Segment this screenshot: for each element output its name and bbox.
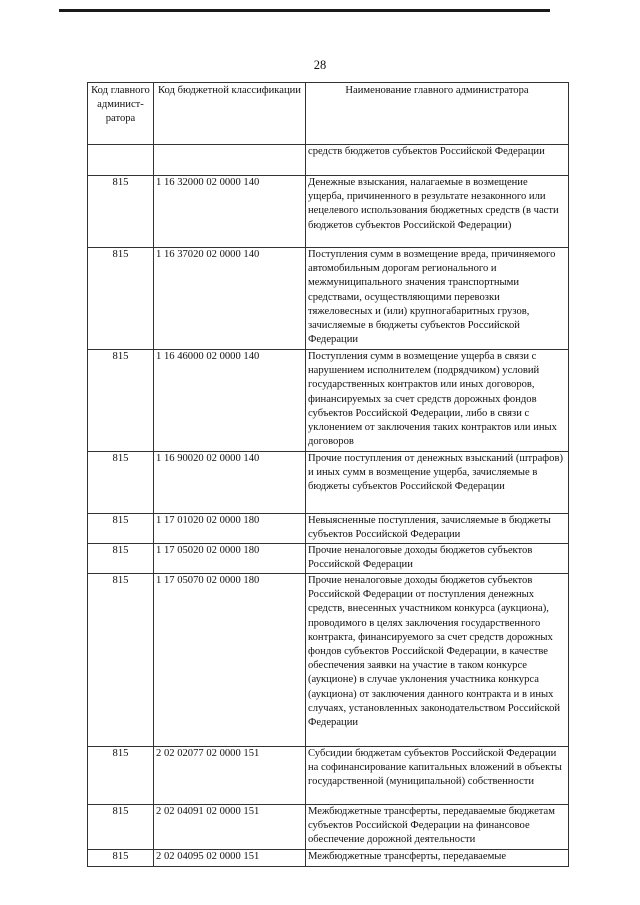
header-admin-name: Наименование главного администратора <box>306 83 569 145</box>
budget-code-cell: 2 02 02077 02 0000 151 <box>154 747 306 805</box>
admin-code-cell: 815 <box>88 574 154 747</box>
admin-code-cell: 815 <box>88 350 154 452</box>
admin-code-cell: 815 <box>88 544 154 574</box>
admin-name-cell: Межбюджетные трансферты, передаваемые бюджетам субъектов Российской Федерации на финансовое обеспечение дорожной деятельности <box>306 805 569 850</box>
budget-code-cell: 2 02 04091 02 0000 151 <box>154 805 306 850</box>
table-body <box>88 145 569 867</box>
admin-name-cell: Прочие неналоговые доходы бюджетов субъектов Российской Федерации <box>306 544 569 574</box>
budget-code-cell: 2 02 04095 02 0000 151 <box>154 850 306 867</box>
admin-code-cell: 815 <box>88 452 154 514</box>
admin-name-cell: Поступления сумм в возмещение ущерба в связи с нарушением исполнителем (подрядчиком) условий государственных контрактов или иных договоров, финансируемых за счет средств дорожных фондов субъектов Российской Федерации, либо в связи с уклонением от заключения таких контрактов или иных договоров <box>306 350 569 452</box>
admin-code-cell: 815 <box>88 805 154 850</box>
admin-code-cell: 815 <box>88 747 154 805</box>
admin-code-cell: 815 <box>88 514 154 544</box>
admin-name-cell: Невыясненные поступления, зачисляемые в бюджеты субъектов Российской Федерации <box>306 514 569 544</box>
budget-code-cell: 1 16 32000 02 0000 140 <box>154 176 306 248</box>
budget-code-cell: 1 16 46000 02 0000 140 <box>154 350 306 452</box>
header-admin-code: Код главного админист-ратора <box>88 83 154 145</box>
admin-name-cell: Прочие неналоговые доходы бюджетов субъектов Российской Федерации от поступления денежных средств, внесенных участником конкурса (аукциона), проводимого в целях заключения государственного контракта, финансируемого за счет средств дорожных фондов субъектов Российской Федерации, в качестве обеспечения заявки на участие в таком конкурсе (аукционе) в случае уклонения участника конкурса (аукциона) от заключения данного контракта и в иных случаях, установленных законодательством Российской Федерации <box>306 574 569 747</box>
admin-name-cell: Субсидии бюджетам субъектов Российской Федерации на софинансирование капитальных вложений в объекты государственной (муниципальной) собственности <box>306 747 569 805</box>
table-row <box>88 452 569 514</box>
budget-code-cell: 1 17 05070 02 0000 180 <box>154 574 306 747</box>
page-number: 28 <box>313 58 327 72</box>
budget-code-cell: 1 16 37020 02 0000 140 <box>154 248 306 350</box>
budget-code-cell: 1 17 01020 02 0000 180 <box>154 514 306 544</box>
admin-name-cell: Прочие поступления от денежных взысканий (штрафов) и иных сумм в возмещение ущерба, зачисляемые в бюджеты субъектов Российской Федерации <box>306 452 569 514</box>
admin-code-cell: 815 <box>88 176 154 248</box>
budget-code-cell: 1 16 90020 02 0000 140 <box>154 452 306 514</box>
budget-classification-table <box>87 82 569 867</box>
admin-name-cell: Межбюджетные трансферты, передаваемые <box>306 850 569 867</box>
header-budget-code: Код бюджетной классификации <box>154 83 306 145</box>
table-row <box>88 514 569 544</box>
budget-code-cell <box>154 145 306 176</box>
admin-code-cell <box>88 145 154 176</box>
table-row <box>88 805 569 850</box>
admin-code-cell: 815 <box>88 248 154 350</box>
budget-code-cell: 1 17 05020 02 0000 180 <box>154 544 306 574</box>
admin-name-cell: Денежные взыскания, налагаемые в возмещение ущерба, причиненного в результате незаконного или нецелевого использования бюджетных средств (в части бюджетов субъектов Российской Федерации) <box>306 176 569 248</box>
admin-code-cell: 815 <box>88 850 154 867</box>
table-row <box>88 574 569 747</box>
table-header-row <box>88 83 569 145</box>
table-row <box>88 850 569 867</box>
table-row <box>88 248 569 350</box>
table-row <box>88 145 569 176</box>
admin-name-cell: Поступления сумм в возмещение вреда, причиняемого автомобильным дорогам регионального и межмуниципального значения транспортными средствами, осуществляющими перевозки тяжеловесных и (или) крупногабаритных грузов, зачисляемые в бюджеты субъектов Российской Федерации <box>306 248 569 350</box>
table-row <box>88 544 569 574</box>
admin-name-cell: средств бюджетов субъектов Российской Федерации <box>306 145 569 176</box>
table-row <box>88 350 569 452</box>
table-row <box>88 176 569 248</box>
table-row <box>88 747 569 805</box>
top-rule <box>59 9 550 12</box>
